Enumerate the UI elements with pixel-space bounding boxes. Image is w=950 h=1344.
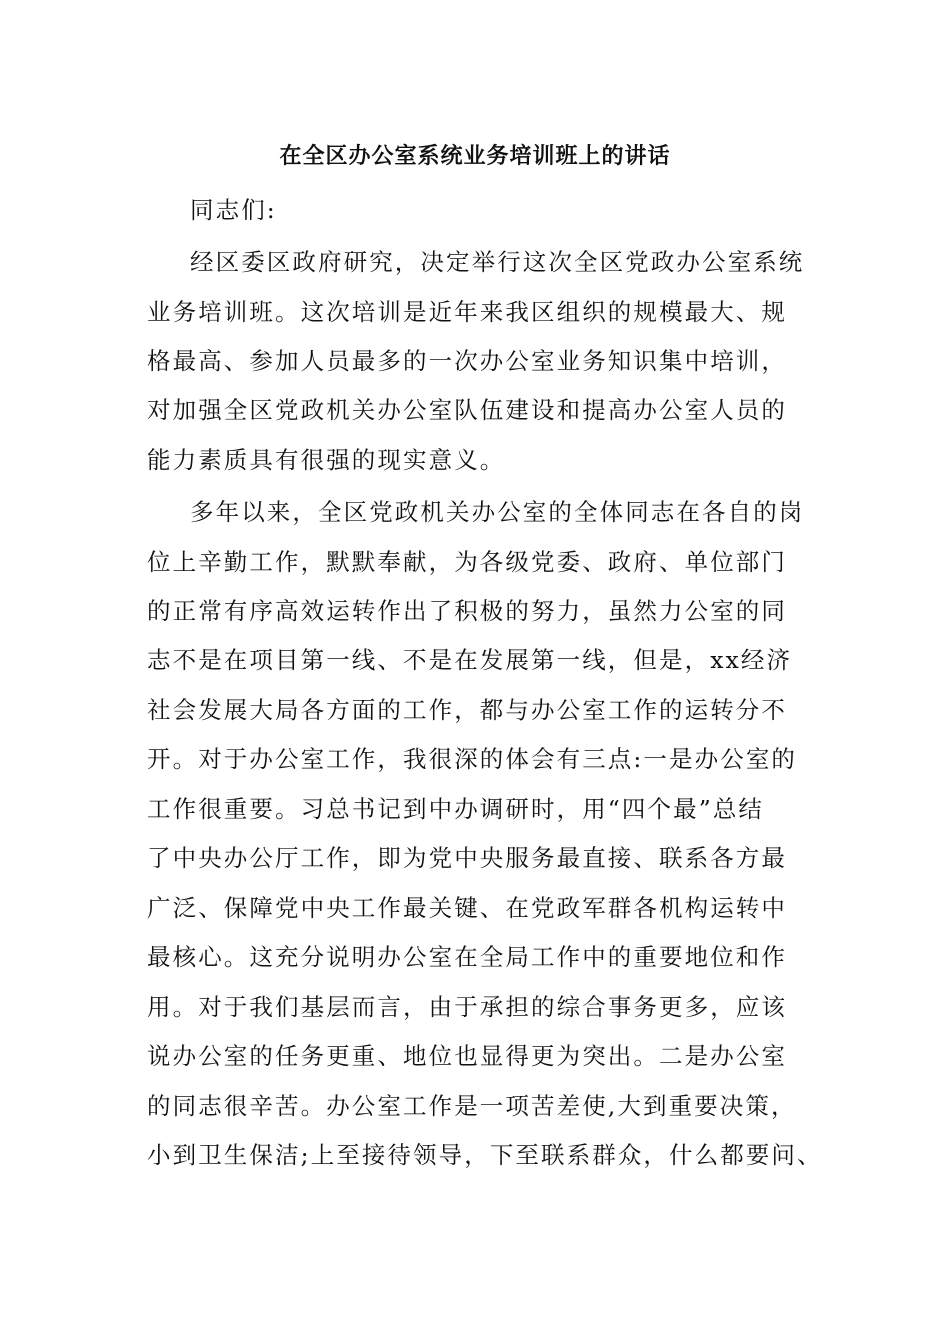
text-line: 对加强全区党政机关办公室队伍建设和提高办公室人员的 xyxy=(147,396,787,424)
text-line: 的正常有序高效运转作出了积极的努力，虽然力公室的同 xyxy=(147,597,787,625)
text-line: 的同志很辛苦。办公室工作是一项苦差使,大到重要决策， xyxy=(147,1092,797,1120)
text-line: 工作很重要。习总书记到中办调研时，用“四个最”总结 xyxy=(147,795,765,823)
salutation: 同志们: xyxy=(190,196,277,224)
text-line: 志不是在项目第一线、不是在发展第一线，但是，xx经济 xyxy=(147,646,793,674)
text-line: 位上辛勤工作，默默奉献，为各级党委、政府、单位部门 xyxy=(147,548,787,576)
text-line: 社会发展大局各方面的工作，都与办公室工作的运转分不 xyxy=(147,696,787,724)
text-line: 小到卫生保洁;上至接待领导，下至联系群众，什么都要问、 xyxy=(147,1141,823,1169)
text-line: 多年以来，全区党政机关办公室的全体同志在各自的岗 xyxy=(190,498,805,526)
text-line: 业务培训班。这次培训是近年来我区组织的规模最大、规 xyxy=(147,298,787,326)
text-line: 了中央办公厅工作，即为党中央服务最直接、联系各方最 xyxy=(147,844,787,872)
text-line: 经区委区政府研究，决定举行这次全区党政办公室系统 xyxy=(190,248,805,276)
text-line: 格最高、参加人员最多的一次办公室业务知识集中培训， xyxy=(147,347,787,375)
document-title: 在全区办公室系统业务培训班上的讲话 xyxy=(279,143,671,169)
text-line: 最核心。这充分说明办公室在全局工作中的重要地位和作 xyxy=(147,943,787,971)
text-line: 开。对于办公室工作，我很深的体会有三点:一是办公室的 xyxy=(147,745,798,773)
text-line: 广泛、保障党中央工作最关键、在党政军群各机构运转中 xyxy=(147,894,787,922)
text-line: 说办公室的任务更重、地位也显得更为突出。二是办公室 xyxy=(147,1042,787,1070)
text-line: 用。对于我们基层而言，由于承担的综合事务更多，应该 xyxy=(147,993,787,1021)
text-line: 能力素质具有很强的现实意义。 xyxy=(147,446,506,474)
